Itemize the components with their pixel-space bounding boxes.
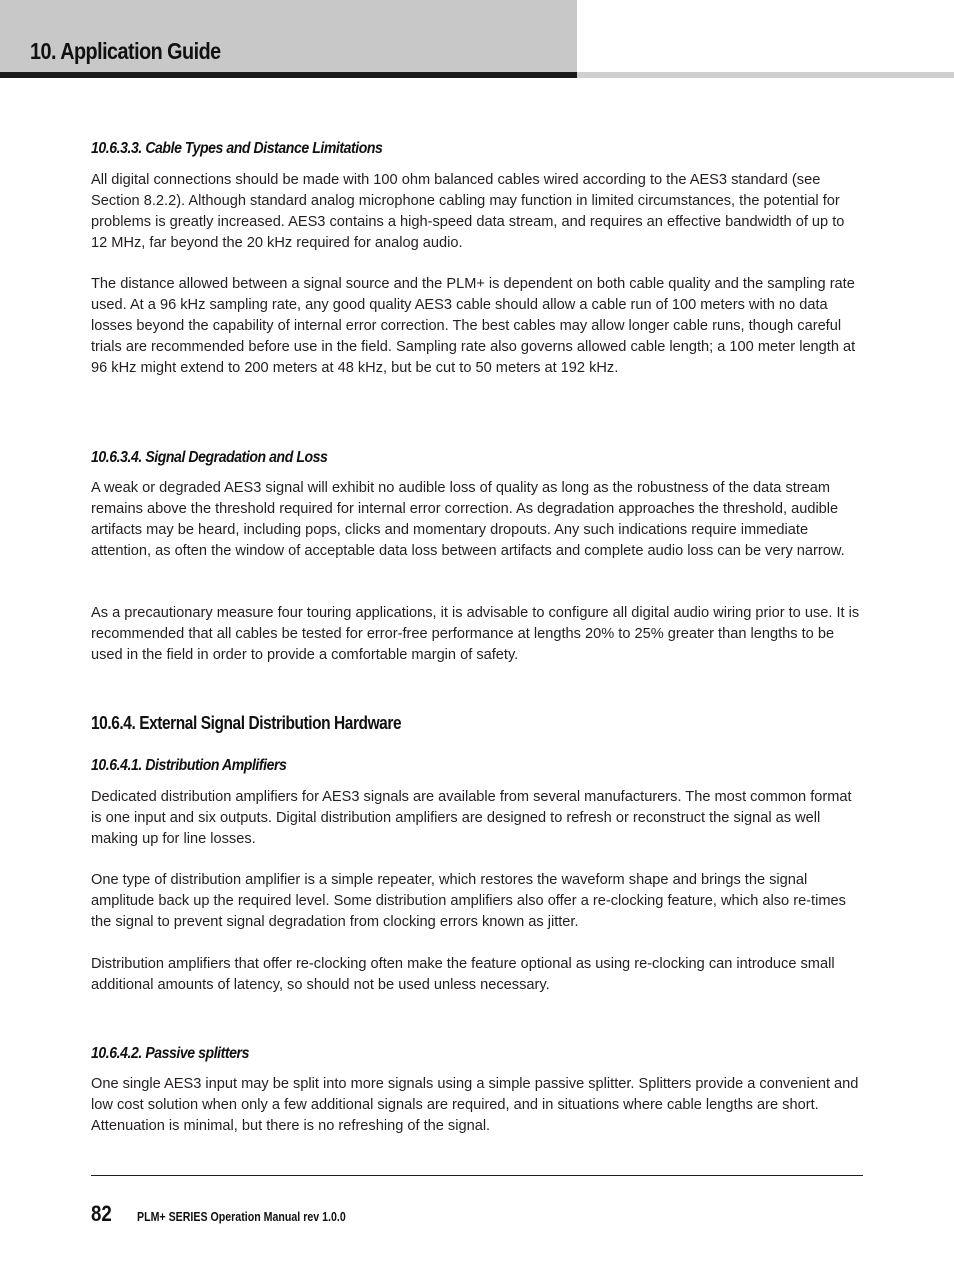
page-number: 82 xyxy=(91,1201,112,1226)
paragraph: The distance allowed between a signal source and the PLM+ is dependent on both cable quality and the sampling rate used. At a 96 kHz sampling rate, any good quality AES3 cable should allow a cable run of 100 meters with no data losses beyond the capability of internal error correction. The best cables may allow longer cable runs, though careful trials are recommended before use in the field. Sampling rate also governs allowed cable length; a 100 meter length at 96 kHz might extend to 200 meters at 48 kHz, but be cut to 50 meters at 192 kHz. xyxy=(91,276,856,376)
paragraph: One type of distribution amplifier is a simple repeater, which restores the waveform shape and brings the signal amplitude back up the required level. Some distribution amplifiers also offer a re-clocking feature, which also re-times the signal to prevent signal degradation from clocking errors known as jitter. xyxy=(91,872,846,930)
heading-10-6-3-3: 10.6.3.3. Cable Types and Distance Limitations xyxy=(91,140,383,157)
paragraph: Dedicated distribution amplifiers for AES3 signals are available from several manufacturers. The most common format is one input and six outputs. Digital distribution amplifiers are designed to refresh or reconstruct the signal as well making up for line losses. xyxy=(91,789,852,847)
paragraph: Distribution amplifiers that offer re-clocking often make the feature optional as using re-clocking can introduce small additional amounts of latency, so should not be used unless necessary. xyxy=(91,956,835,993)
header-rule-extension xyxy=(577,72,954,78)
header-rule xyxy=(0,72,577,78)
manual-title: PLM+ SERIES Operation Manual rev 1.0.0 xyxy=(137,1210,346,1224)
footer-rule xyxy=(91,1175,863,1176)
paragraph: As a precautionary measure four touring applications, it is advisable to configure all digital audio wiring prior to use. It is recommended that all cables be tested for error-free performance at lengths 20% to 25% greater than lengths to be used in the field in order to provide a comfortable margin of safety. xyxy=(91,605,860,663)
chapter-title: 10. Application Guide xyxy=(30,38,221,64)
paragraph: A weak or degraded AES3 signal will exhibit no audible loss of quality as long as the robustness of the data stream remains above the threshold required for internal error correction. As degradation approaches the threshold, audible artifacts may be heard, including pops, clicks and momentary dropouts. Any such indications require immediate attention, as often the window of acceptable data loss between artifacts and complete audio loss can be very narrow. xyxy=(91,480,845,559)
paragraph: All digital connections should be made with 100 ohm balanced cables wired according to the AES3 standard (see Section 8.2.2). Although standard analog microphone cabling may function in limited circumstances, the potential for problems is greatly increased. AES3 contains a high-speed data stream, and requires an effective bandwidth of up to 12 MHz, far beyond the 20 kHz required for analog audio. xyxy=(91,172,845,251)
heading-10-6-3-4: 10.6.3.4. Signal Degradation and Loss xyxy=(91,449,328,466)
heading-10-6-4: 10.6.4. External Signal Distribution Hardware xyxy=(91,713,402,733)
paragraph: One single AES3 input may be split into more signals using a simple passive splitter. Splitters provide a convenient and low cost solution when only a few additional signals are required, and in situations where cable lengths are short. Attenuation is minimal, but there is no refreshing of the signal. xyxy=(91,1076,859,1134)
heading-10-6-4-2: 10.6.4.2. Passive splitters xyxy=(91,1045,249,1062)
heading-10-6-4-1: 10.6.4.1. Distribution Amplifiers xyxy=(91,757,287,774)
